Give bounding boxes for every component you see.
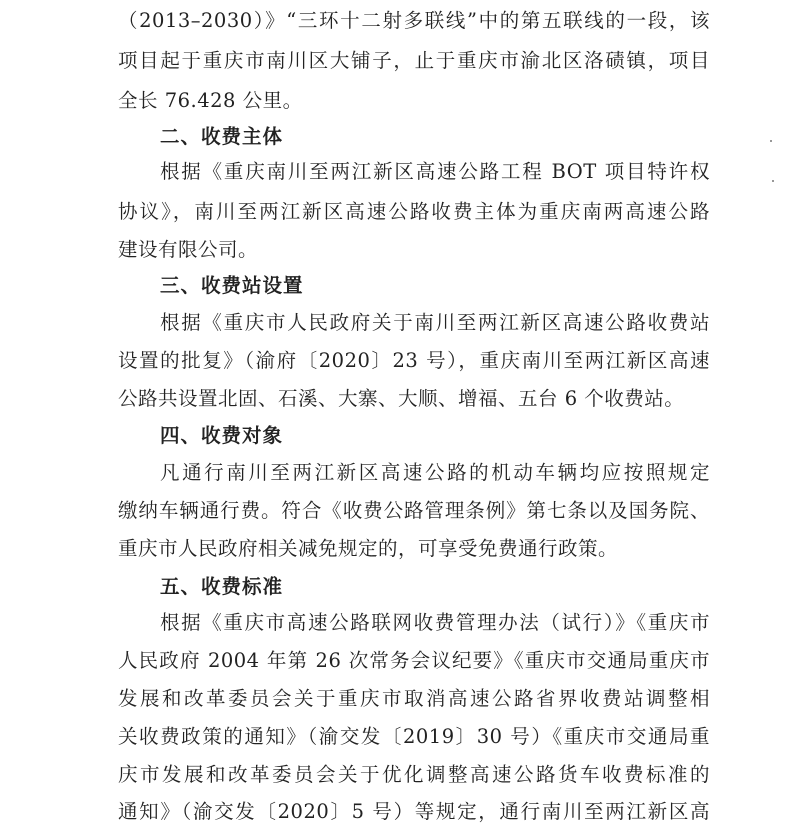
- text-line: 协议》，南川至两江新区高速公路收费主体为重庆南两高速公路: [118, 200, 710, 223]
- text-line: 设置的批复》（渝府〔2020〕23 号），重庆南川至两江新区高速: [118, 349, 710, 372]
- section-heading-toll-targets: 四、收费对象: [160, 424, 284, 447]
- text-line: 建设有限公司。: [118, 238, 259, 261]
- text-line: 项目起于重庆市南川区大铺子，止于重庆市渝北区洛碛镇，项目: [118, 49, 710, 72]
- text-line: 关收费政策的通知》（渝交发〔2019〕30 号）《重庆市交通局重: [118, 725, 710, 748]
- text-line: 发展和改革委员会关于重庆市取消高速公路省界收费站调整相: [118, 687, 710, 710]
- section-heading-toll-standards: 五、收费标准: [160, 575, 284, 598]
- text-line: 全长 76.428 公里。: [118, 89, 303, 112]
- section-heading-toll-entity: 二、收费主体: [160, 125, 284, 148]
- scan-speck: [772, 180, 774, 182]
- text-line: 根据《重庆市人民政府关于南川至两江新区高速公路收费站: [160, 311, 710, 334]
- text-line: 凡通行南川至两江新区高速公路的机动车辆均应按照规定: [160, 461, 710, 484]
- text-line: 重庆市人民政府相关减免规定的，可享受免费通行政策。: [118, 537, 619, 560]
- text-line: 根据《重庆南川至两江新区高速公路工程 BOT 项目特许权: [160, 160, 710, 183]
- text-line: 根据《重庆市高速公路联网收费管理办法（试行）》《重庆市: [160, 611, 710, 634]
- text-line: 庆市发展和改革委员会关于优化调整高速公路货车收费标准的: [118, 763, 710, 786]
- text-line: 通知》（渝交发〔2020〕5 号）等规定，通行南川至两江新区高: [118, 800, 710, 823]
- text-line: 缴纳车辆通行费。符合《收费公路管理条例》第七条以及国务院、: [118, 499, 710, 522]
- section-heading-toll-stations: 三、收费站设置: [160, 274, 304, 297]
- text-line: （2013–2030）》“三环十二射多联线”中的第五联线的一段，该: [118, 9, 710, 32]
- scan-speck: [770, 140, 772, 142]
- text-line: 公路共设置北固、石溪、大寨、大顺、增福、五台 6 个收费站。: [118, 387, 685, 410]
- text-line: 人民政府 2004 年第 26 次常务会议纪要》《重庆市交通局重庆市: [118, 649, 710, 672]
